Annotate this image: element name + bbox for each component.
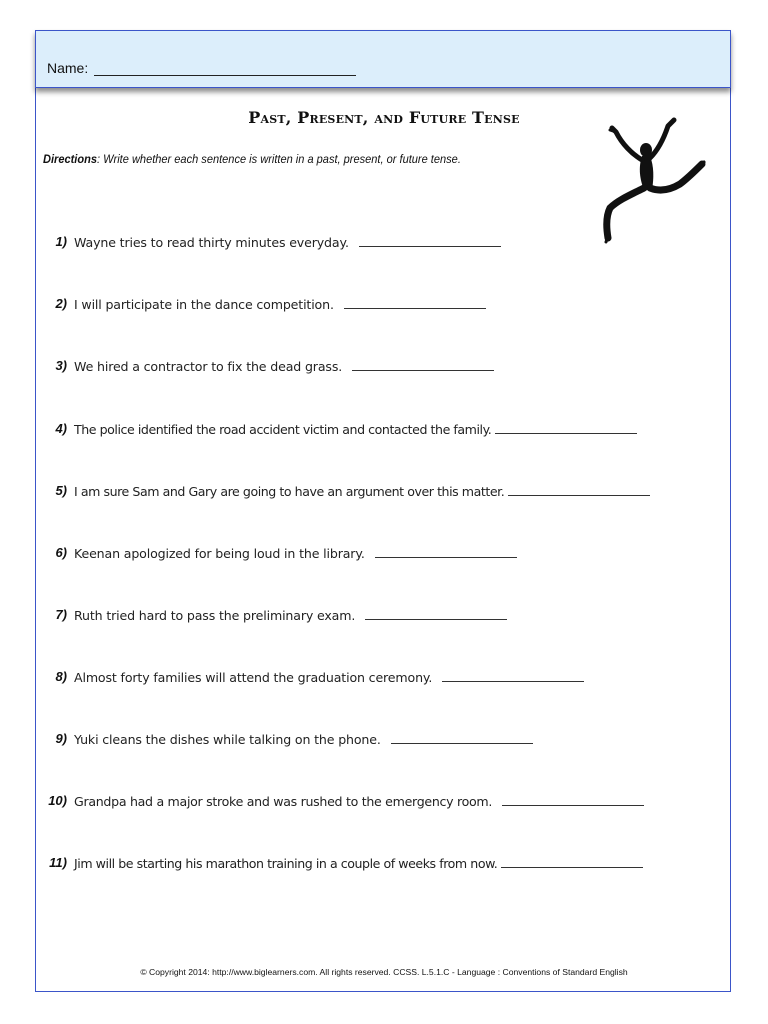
question-item xyxy=(0,669,768,689)
question-item xyxy=(0,296,768,316)
question-number: 6) xyxy=(55,545,67,560)
worksheet-title: Past, Present, and Future Tense xyxy=(248,108,520,127)
question-text: The police identified the road accident victim and contacted the family. xyxy=(74,422,492,437)
answer-blank[interactable] xyxy=(352,358,494,371)
question-number: 4) xyxy=(55,421,67,436)
question-number: 9) xyxy=(55,731,67,746)
question-text: Grandpa had a major stroke and was rushed to the emergency room. xyxy=(74,794,493,809)
name-label: Name: xyxy=(47,60,89,76)
question-item xyxy=(0,855,768,875)
question-text: Ruth tried hard to pass the preliminary exam. xyxy=(74,608,356,623)
question-line xyxy=(74,855,643,871)
question-line xyxy=(74,669,584,685)
question-item xyxy=(0,793,768,813)
name-bar xyxy=(35,30,731,88)
question-line xyxy=(74,296,486,312)
answer-blank[interactable] xyxy=(502,793,644,806)
answer-blank[interactable] xyxy=(365,607,507,620)
question-number: 11) xyxy=(49,855,67,870)
answer-blank[interactable] xyxy=(442,669,584,682)
answer-blank[interactable] xyxy=(508,483,650,496)
question-text: I will participate in the dance competition. xyxy=(74,297,334,312)
question-item xyxy=(0,545,768,565)
question-line xyxy=(74,358,494,374)
question-number: 8) xyxy=(55,669,67,684)
answer-blank[interactable] xyxy=(344,296,486,309)
question-item xyxy=(0,731,768,751)
copyright-footer: © Copyright 2014: http://www.biglearners.com. All rights reserved. CCSS. L.5.1.C - Language : Conventions of Standard English xyxy=(140,967,628,977)
question-text: Wayne tries to read thirty minutes everyday. xyxy=(74,235,349,250)
directions-text: : Write whether each sentence is written in a past, present, or future tense. xyxy=(96,152,461,166)
question-item xyxy=(0,607,768,627)
question-text: Jim will be starting his marathon training in a couple of weeks from now. xyxy=(74,856,498,871)
question-item xyxy=(0,483,768,503)
name-field-line[interactable] xyxy=(94,75,356,76)
answer-blank[interactable] xyxy=(375,545,517,558)
answer-blank[interactable] xyxy=(495,421,637,434)
question-text: I am sure Sam and Gary are going to have an argument over this matter. xyxy=(74,484,505,499)
question-line xyxy=(74,793,644,809)
answer-blank[interactable] xyxy=(359,234,501,247)
question-line xyxy=(74,731,533,747)
dancer-silhouette-icon xyxy=(598,116,706,244)
question-number: 2) xyxy=(55,296,67,311)
question-number: 3) xyxy=(55,358,67,373)
question-number: 5) xyxy=(55,483,67,498)
directions xyxy=(43,152,461,166)
question-line xyxy=(74,421,637,437)
question-number: 10) xyxy=(48,793,67,808)
question-item xyxy=(0,234,768,254)
question-line xyxy=(74,483,650,499)
question-line xyxy=(74,545,517,561)
question-line xyxy=(74,234,501,250)
question-text: We hired a contractor to fix the dead grass. xyxy=(74,359,343,374)
question-item xyxy=(0,421,768,441)
answer-blank[interactable] xyxy=(391,731,533,744)
question-number: 7) xyxy=(55,607,67,622)
directions-label: Directions xyxy=(43,152,97,166)
question-line xyxy=(74,607,507,623)
question-text: Keenan apologized for being loud in the library. xyxy=(74,546,365,561)
question-number: 1) xyxy=(55,234,67,249)
question-text: Yuki cleans the dishes while talking on the phone. xyxy=(74,732,381,747)
answer-blank[interactable] xyxy=(501,855,643,868)
question-item xyxy=(0,358,768,378)
question-text: Almost forty families will attend the graduation ceremony. xyxy=(74,670,433,685)
